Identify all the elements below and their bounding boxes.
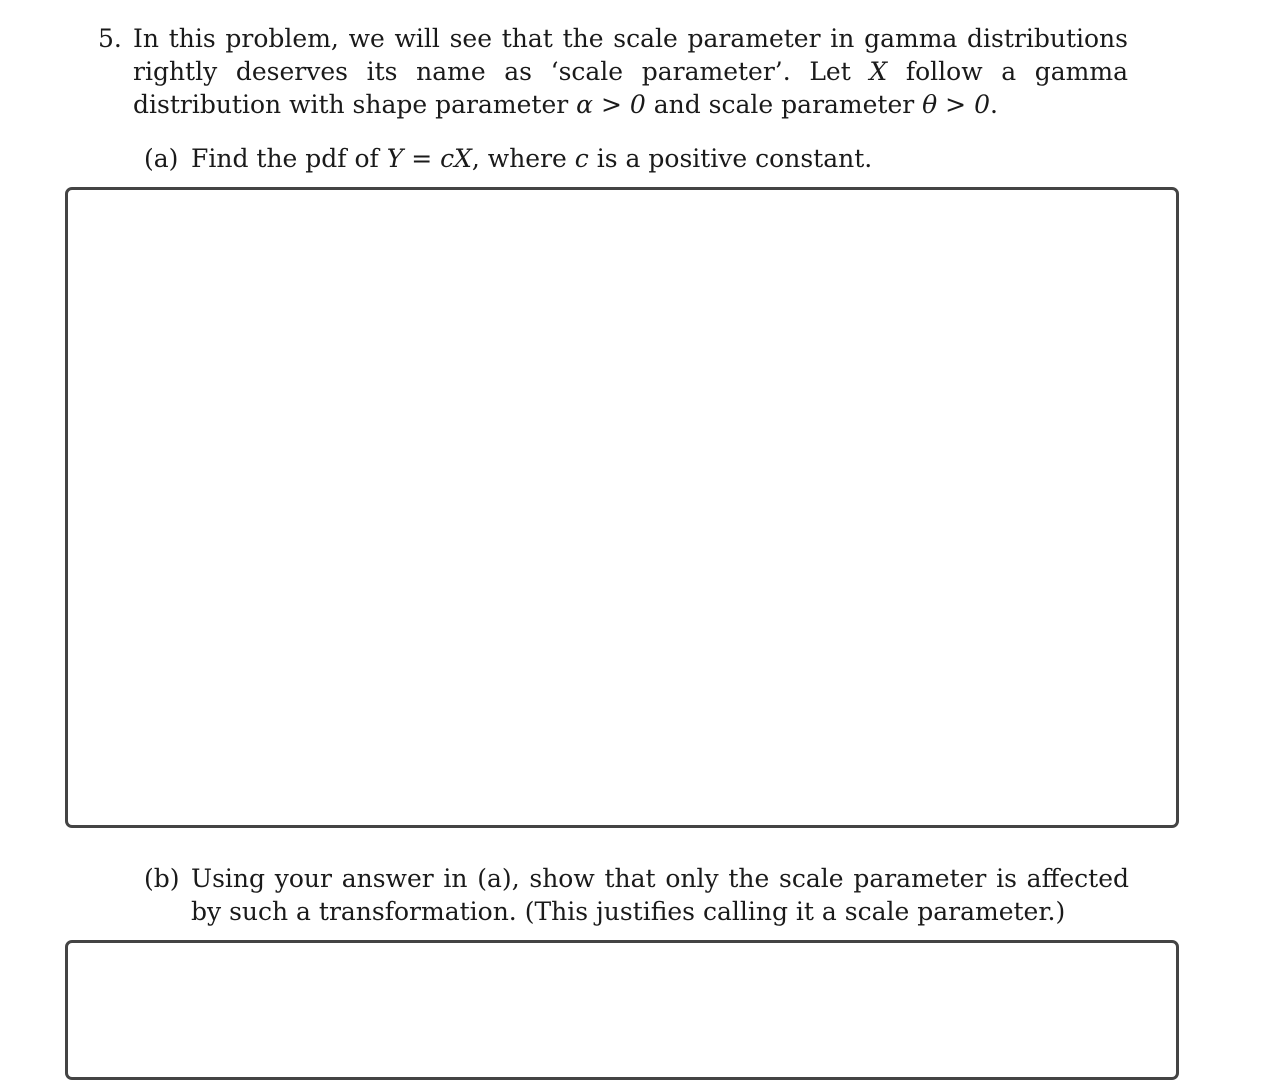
math-var-x: X: [869, 57, 888, 86]
intro-text-1: In this problem, we will see that the scale parameter in gamma distributions rightly deserves its name as ‘scale parameter’. Let: [133, 24, 1128, 86]
part-a-text-3: is a positive constant.: [588, 144, 873, 173]
part-a-text-2: , where: [471, 144, 575, 173]
intro-text-2: follow a gamma distribution with shape parameter: [133, 57, 1128, 119]
intro-text-3: and scale parameter: [645, 90, 923, 119]
intro-text-4: .: [989, 90, 998, 119]
part-b-text: Using your answer in (a), show that only the scale parameter is affected by such a transformation. (This justifies calling it a scale parameter.): [191, 864, 1129, 926]
answer-box-b[interactable]: [65, 940, 1179, 1080]
part-a-text: [191, 142, 1129, 175]
math-alpha-condition: α > 0: [576, 90, 646, 119]
part-a-question: [144, 142, 1129, 175]
part-b-question: [144, 862, 1129, 928]
part-a-label: (a): [144, 144, 179, 173]
math-var-c: c: [574, 144, 589, 173]
problem-number: 5.: [98, 24, 122, 53]
math-y-equals-cx: Y = cX: [386, 144, 472, 173]
problem-5: [98, 22, 1128, 121]
part-b-label: (b): [144, 864, 180, 893]
answer-box-a[interactable]: [65, 187, 1179, 828]
part-a-text-1: Find the pdf of: [191, 144, 387, 173]
problem-statement: [133, 22, 1128, 121]
math-theta-condition: θ > 0: [922, 90, 990, 119]
